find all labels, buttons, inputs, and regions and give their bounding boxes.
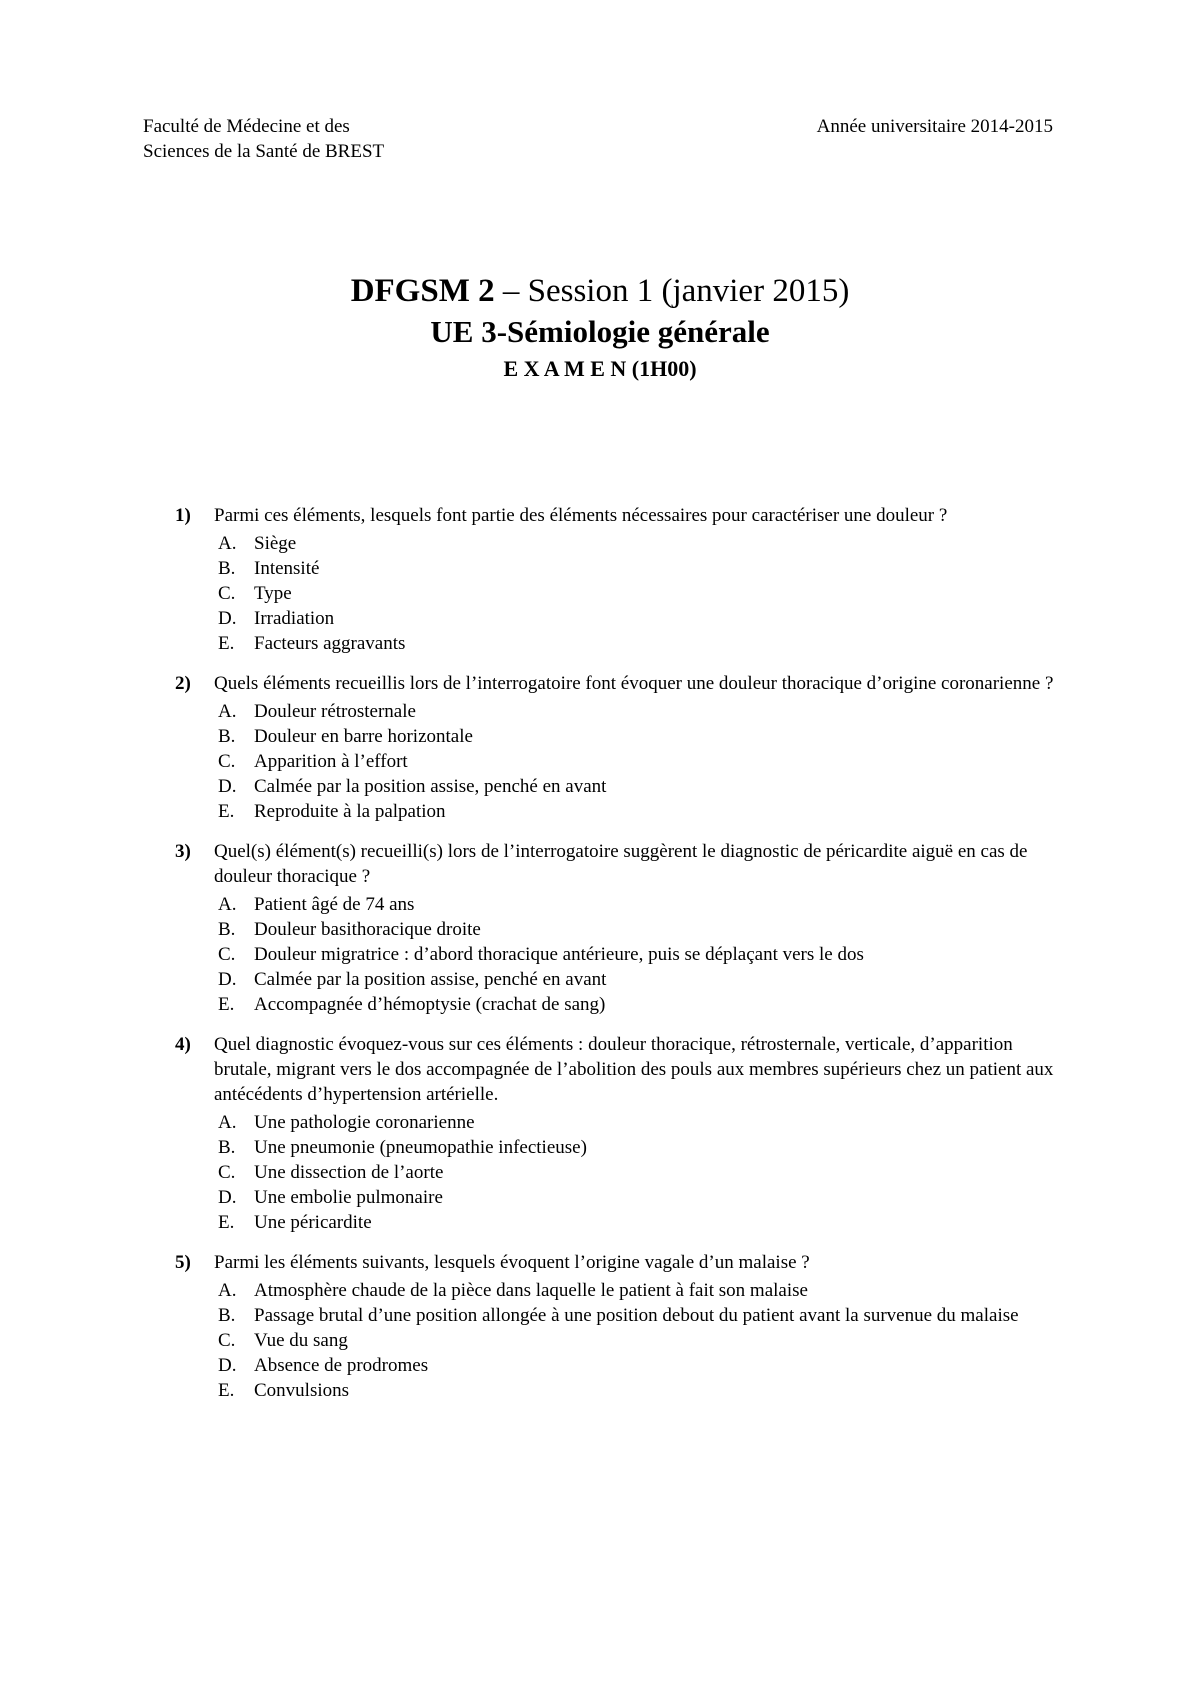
answer-options: [175, 1278, 1065, 1403]
option-text: Facteurs aggravants: [254, 633, 406, 654]
option-text: Reproduite à la palpation: [254, 801, 446, 822]
question-1: [175, 503, 1065, 656]
option-letter: D.: [218, 1355, 237, 1376]
answer-option: [175, 892, 1065, 917]
exam-program: DFGSM 2: [350, 273, 495, 309]
answer-option: [175, 1210, 1065, 1235]
answer-options: [175, 531, 1065, 656]
question-4: [175, 1032, 1065, 1235]
faculty-header: [143, 114, 384, 164]
question-number: 1): [175, 505, 191, 526]
option-text: Une pneumonie (pneumopathie infectieuse): [254, 1137, 587, 1158]
option-letter: D.: [218, 1187, 237, 1208]
option-text: Vue du sang: [254, 1330, 348, 1351]
question-line: [175, 839, 1065, 889]
answer-option: [175, 531, 1065, 556]
exam-session: – Session 1 (janvier 2015): [494, 273, 850, 309]
option-text: Patient âgé de 74 ans: [254, 894, 415, 915]
answer-option: [175, 942, 1065, 967]
question-text: Parmi les éléments suivants, lesquels évoquent l’origine vagale d’un malaise ?: [214, 1252, 810, 1273]
option-text: Irradiation: [254, 608, 335, 629]
question-line: [175, 671, 1065, 696]
option-text: Calmée par la position assise, penché en avant: [254, 969, 607, 990]
question-number: 5): [175, 1252, 191, 1273]
answer-option: [175, 774, 1065, 799]
option-letter: D.: [218, 608, 237, 629]
answer-option: [175, 967, 1065, 992]
option-letter: E.: [218, 1380, 235, 1401]
question-text: Quel diagnostic évoquez-vous sur ces éléments : douleur thoracique, rétrosternale, verticale, d’apparition brutale, migrant vers le dos accompagnée de l’abolition des pouls aux membres supérieurs chez un patient aux antécédents d’hypertension artérielle.: [214, 1034, 1054, 1105]
option-letter: B.: [218, 919, 236, 940]
academic-year: Année universitaire 2014-2015: [816, 116, 1053, 137]
answer-option: [175, 556, 1065, 581]
faculty-line-1: Faculté de Médecine et des: [143, 116, 350, 137]
question-5: [175, 1250, 1065, 1403]
answer-option: [175, 992, 1065, 1017]
question-text: Parmi ces éléments, lesquels font partie des éléments nécessaires pour caractériser une douleur ?: [214, 505, 948, 526]
faculty-line-2: Sciences de la Santé de BREST: [143, 141, 385, 162]
answer-option: [175, 1185, 1065, 1210]
question-line: [175, 503, 1065, 528]
option-text: Douleur rétrosternale: [254, 701, 416, 722]
option-letter: B.: [218, 1137, 236, 1158]
option-letter: E.: [218, 994, 235, 1015]
option-letter: A.: [218, 701, 237, 722]
option-letter: A.: [218, 1280, 237, 1301]
option-text: Siège: [254, 533, 297, 554]
question-number: 2): [175, 673, 191, 694]
answer-option: [175, 606, 1065, 631]
option-text: Passage brutal d’une position allongée à une position debout du patient avant la survenue du malaise: [254, 1305, 1019, 1326]
answer-option: [175, 1160, 1065, 1185]
answer-option: [175, 1353, 1065, 1378]
option-letter: D.: [218, 776, 237, 797]
option-letter: C.: [218, 583, 236, 604]
answer-option: [175, 799, 1065, 824]
exam-title-block: [0, 270, 1200, 384]
option-text: Convulsions: [254, 1380, 350, 1401]
option-letter: E.: [218, 633, 235, 654]
option-letter: B.: [218, 558, 236, 579]
answer-option: [175, 581, 1065, 606]
answer-option: [175, 1135, 1065, 1160]
option-letter: C.: [218, 944, 236, 965]
question-line: [175, 1250, 1065, 1275]
answer-option: [175, 1303, 1065, 1328]
option-letter: B.: [218, 1305, 236, 1326]
option-text: Atmosphère chaude de la pièce dans laquelle le patient à fait son malaise: [254, 1280, 808, 1301]
option-text: Douleur migratrice : d’abord thoracique antérieure, puis se déplaçant vers le dos: [254, 944, 864, 965]
answer-option: [175, 1278, 1065, 1303]
option-letter: C.: [218, 1162, 236, 1183]
option-text: Une pathologie coronarienne: [254, 1112, 475, 1133]
exam-subject: UE 3-Sémiologie générale: [430, 314, 770, 349]
option-letter: D.: [218, 969, 237, 990]
answer-options: [175, 892, 1065, 1017]
option-text: Une péricardite: [254, 1212, 372, 1233]
answer-option: [175, 749, 1065, 774]
option-text: Une dissection de l’aorte: [254, 1162, 444, 1183]
question-number: 3): [175, 841, 191, 862]
option-letter: C.: [218, 1330, 236, 1351]
option-text: Douleur basithoracique droite: [254, 919, 481, 940]
answer-option: [175, 631, 1065, 656]
option-letter: B.: [218, 726, 236, 747]
option-text: Intensité: [254, 558, 320, 579]
question-2: [175, 671, 1065, 824]
option-text: Accompagnée d’hémoptysie (crachat de sang): [254, 994, 606, 1015]
option-letter: A.: [218, 1112, 237, 1133]
option-text: Absence de prodromes: [254, 1355, 429, 1376]
option-text: Type: [254, 583, 292, 604]
option-text: Apparition à l’effort: [254, 751, 408, 772]
answer-options: [175, 699, 1065, 824]
answer-option: [175, 724, 1065, 749]
option-letter: A.: [218, 533, 237, 554]
option-letter: A.: [218, 894, 237, 915]
answer-option: [175, 699, 1065, 724]
option-text: Douleur en barre horizontale: [254, 726, 473, 747]
option-letter: C.: [218, 751, 236, 772]
question-3: [175, 839, 1065, 1017]
answer-option: [175, 1110, 1065, 1135]
answer-option: [175, 1378, 1065, 1403]
question-line: [175, 1032, 1065, 1107]
option-text: Calmée par la position assise, penché en avant: [254, 776, 607, 797]
answer-option: [175, 1328, 1065, 1353]
option-letter: E.: [218, 801, 235, 822]
question-text: Quel(s) élément(s) recueilli(s) lors de l’interrogatoire suggèrent le diagnostic de péricardite aiguë en cas de douleur thoracique ?: [214, 841, 1028, 887]
option-letter: E.: [218, 1212, 235, 1233]
answer-options: [175, 1110, 1065, 1235]
question-list: [175, 503, 1065, 1418]
answer-option: [175, 917, 1065, 942]
exam-duration: E X A M E N (1H00): [503, 356, 697, 381]
question-number: 4): [175, 1034, 191, 1055]
option-text: Une embolie pulmonaire: [254, 1187, 443, 1208]
exam-title: [0, 270, 1200, 312]
question-text: Quels éléments recueillis lors de l’interrogatoire font évoquer une douleur thoracique d’origine coronarienne ?: [214, 673, 1054, 694]
